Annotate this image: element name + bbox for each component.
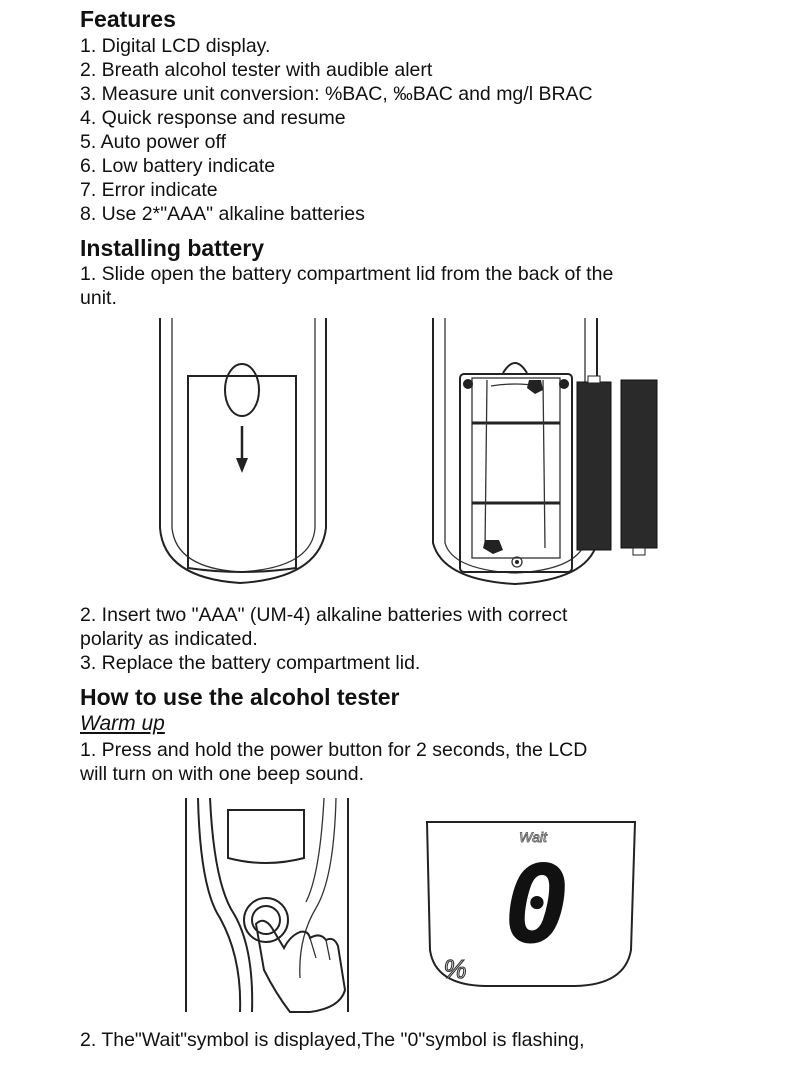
feature-item: 4. Quick response and resume	[80, 107, 346, 129]
lcd-display-illustration	[425, 820, 637, 990]
install-step-1: 1. Slide open the battery compartment lid from the back of the	[80, 263, 614, 285]
howto-heading: How to use the alcohol tester	[80, 684, 400, 710]
feature-item: 6. Low battery indicate	[80, 155, 276, 177]
lcd-digit: 0	[504, 843, 570, 968]
lcd-unit: %	[443, 954, 467, 984]
feature-item: 8. Use 2*"AAA" alkaline batteries	[80, 203, 365, 225]
feature-item: 2. Breath alcohol tester with audible alert	[80, 59, 433, 81]
power-button-press-illustration	[180, 798, 360, 1018]
lcd-wait-label: Wait	[519, 829, 547, 845]
howto-step-1: 1. Press and hold the power button for 2 seconds, the LCD	[80, 739, 588, 761]
feature-item: 3. Measure unit conversion: %BAC, ‰BAC and mg/l BRAC	[80, 83, 593, 105]
installing-heading: Installing battery	[80, 235, 265, 261]
howto-step-2: 2. The"Wait"symbol is displayed,The "0"symbol is flashing,	[80, 1029, 585, 1051]
install-step-1-cont: unit.	[80, 287, 117, 309]
feature-item: 7. Error indicate	[80, 179, 218, 201]
install-step-2-cont: polarity as indicated.	[80, 628, 258, 650]
warmup-subheading: Warm up	[80, 712, 165, 735]
device-back-lid-illustration	[150, 318, 340, 598]
install-step-2: 2. Insert two "AAA" (UM-4) alkaline batteries with correct	[80, 604, 568, 626]
battery-compartment-illustration	[425, 318, 665, 598]
features-heading: Features	[80, 6, 176, 32]
howto-step-1-cont: will turn on with one beep sound.	[80, 763, 365, 785]
install-step-3: 3. Replace the battery compartment lid.	[80, 652, 421, 674]
feature-item: 1. Digital LCD display.	[80, 35, 271, 57]
feature-item: 5. Auto power off	[80, 131, 226, 153]
